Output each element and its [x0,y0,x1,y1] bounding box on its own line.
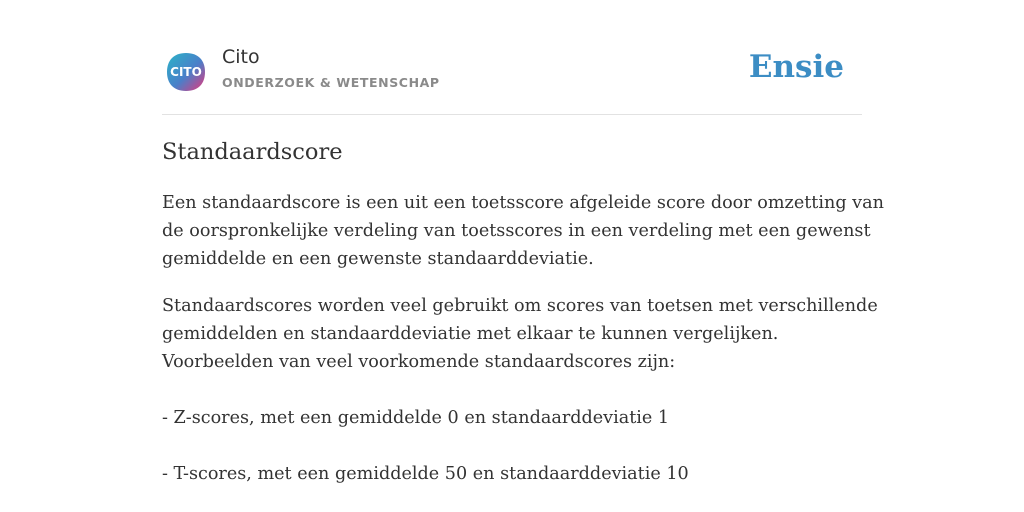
page-header [162,40,862,115]
site-name[interactable]: Ensie [748,49,844,85]
paragraph-line: gemiddelde en een gewenste standaarddeviatie. [162,249,594,269]
paragraph-line: Voorbeelden van veel voorkomende standaardscores zijn: [162,352,676,372]
blank-line [162,432,862,460]
brand-subtitle: ONDERZOEK & WETENSCHAP [222,75,440,90]
paragraph-line: Een standaardscore is een uit een toetsscore afgeleide score door omzetting van [162,193,884,213]
article-content [162,136,884,507]
brand-name: Cito [222,46,260,68]
article-paragraph-2 [162,292,878,488]
paragraph-line: de oorspronkelijke verdeling van toetsscores in een verdeling met een gewenst [162,221,871,241]
article-title: Standaardscore [162,139,343,165]
blank-line [162,376,862,404]
paragraph-line: Standaardscores worden veel gebruikt om scores van toetsen met verschillende [162,296,878,316]
article-paragraph-1 [162,189,884,273]
paragraph-line: gemiddelden en standaarddeviatie met elkaar te kunnen vergelijken. [162,324,779,344]
logo-text: CITO [170,65,202,79]
list-item-z-scores: - Z-scores, met een gemiddelde 0 en standaarddeviatie 1 [162,408,670,428]
cito-logo[interactable] [165,51,207,93]
list-item-t-scores: - T-scores, met een gemiddelde 50 en standaarddeviatie 10 [162,464,689,484]
